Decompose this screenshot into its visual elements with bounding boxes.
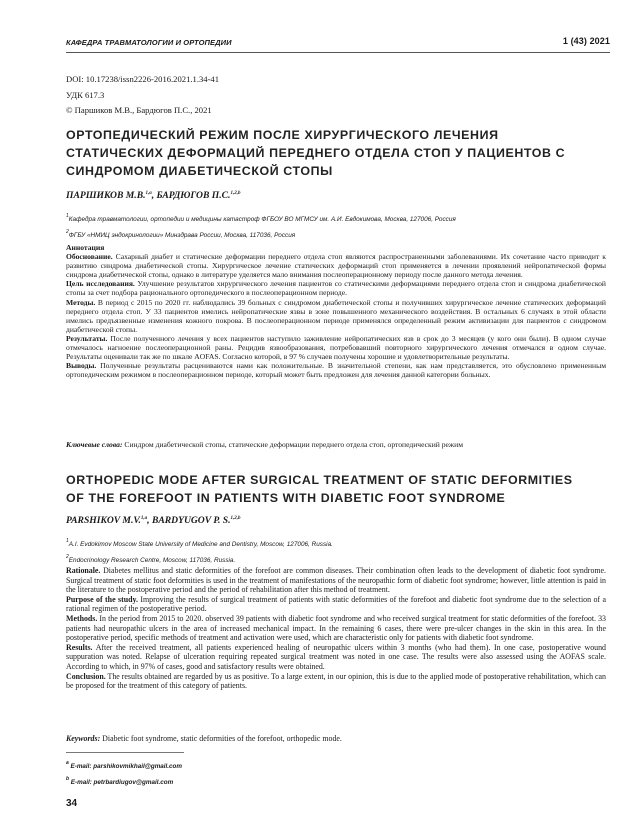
section-text: Improving the results of surgical treatment of patients with static deformities of the forefoot and diabetic foot syndrome due to the selection of a rational regimen of the postoperative period. (66, 594, 606, 614)
section-text: После полученного лечения у всех пациентов наступило заживление нейропатических язв в срок до 3 месяцев (у кого они были). В одном случае отмечалось нагноение послеоперационной раны. Рецидив язвообразования, потребовавший повторного хирургического лечения отмечался в одном случае. Результаты оценивали так же по шкале AOFAS. Согласно которой, в 97 % случаев получены хорошие и удовлетворительные результаты. (66, 333, 606, 362)
article-meta (66, 72, 586, 119)
section-text: Полученные результаты расцениваются нами как положительные. В значительной степени, как нам представляется, это обусловлено примененным ортопедическим режимом в послеоперационном периоде, который может быть предложен для лечения данной категории больных. (66, 361, 606, 380)
affiliation-text: Кафедра травматологии, ортопедии и медицины катастроф ФГБОУ ВО МГМСУ им. А.И. Евдокимова, Москва, 127006, Россия (68, 216, 456, 223)
author-sup: 1,a (145, 191, 152, 196)
abstract-results (66, 334, 606, 361)
doi[interactable]: DOI: 10.17238/issn2226-2016.2021.1.34-41 (66, 74, 220, 84)
footnote-mark: b (66, 776, 70, 782)
section-label: Conclusion. (66, 671, 106, 681)
footnote-b (66, 773, 182, 789)
affiliation-number: 1 (66, 213, 69, 219)
affiliation-text: A.I. Evdokimov Moscow State University of Medicine and Dentistry, Moscow, 127006, Russia. (68, 541, 333, 548)
authors-ru (66, 190, 240, 201)
keywords-ru (66, 440, 606, 450)
affiliation (66, 551, 606, 567)
title-ru: ОРТОПЕДИЧЕСКИЙ РЕЖИМ ПОСЛЕ ХИРУРГИЧЕСКОГО ЛЕЧЕНИЯ СТАТИЧЕСКИХ ДЕФОРМАЦИЙ ПЕРЕДНЕГО ОТДЕЛА СТОП У ПАЦИЕНТОВ С СИНДРОМОМ ДИАБЕТИЧЕСКОЙ СТОПЫ (66, 128, 566, 178)
authors-en (66, 515, 241, 526)
section-text: After the received treatment, all patients experienced healing of neuropathic ulcers within 3 months (who had them). In one case, postoperative wound suppuration was noted. Relapse of ulceration requiring repeated surgical treatment was noted in one case. The results were also assessed using the AOFAS scale. According to which, in 97% of cases, good and satisfactory results were obtained. (66, 642, 606, 671)
author-sup: 1,2,b (230, 191, 241, 196)
section-text: Сахарный диабет и статические деформации переднего отдела стоп являются распространенными заболеваниями. Их сочетание часто приводит к развитию синдрома диабетической стопы. Хирургическое лечение статических деформаций стоп применяется в лечении проявлений нейропатической формы синдрома диабетической стопы, однако в литературе уделяется мало внимания послеоперационному периоду после данного метода лечения. (66, 252, 606, 280)
author-separator: , (147, 515, 152, 526)
affiliations-en (66, 535, 606, 567)
keywords-label: Ключевые слова: (66, 440, 123, 449)
udc: УДК 617.3 (66, 89, 105, 100)
author-name: PARSHIKOV M.V. (66, 515, 141, 526)
abstract-methods (66, 614, 606, 643)
page-number: 34 (66, 798, 78, 809)
email-author-b[interactable]: E-mail: petrbardiugov@gmail.com (69, 779, 174, 786)
section-label: Results. (66, 642, 93, 652)
section-label: Methods. (66, 613, 98, 623)
section-label: Purpose of the study. (66, 594, 138, 604)
author-sup: 1,2,b (230, 516, 241, 521)
footnote-divider (66, 752, 184, 753)
abstract-rationale (66, 252, 606, 279)
affiliation-number: 1 (66, 538, 69, 544)
title-en: ORTHOPEDIC MODE AFTER SURGICAL TREATMENT OF STATIC DEFORMITIES OF THE FOREFOOT IN PATIENTS WITH DIABETIC FOOT SYNDROME (66, 473, 573, 505)
affiliation-number: 2 (66, 554, 69, 560)
footnote-mark: a (66, 760, 69, 766)
affiliation (66, 226, 606, 242)
section-text: В период с 2015 по 2020 гг. наблюдались 39 больных с синдромом диабетической стопы и получивших хирургическое лечение статических деформаций переднего отдела стоп. У 33 пациентов имелись нейропатические язвы в зоне повышенного механического воздействия. В остальных 6 случаях в этой области имелись предъязвенные изменения кожного покрова. В послеоперационном периоде применялся определенный режим активизации для пациентов с синдромом диабетической стопы. (66, 297, 606, 334)
abstract-results (66, 643, 606, 672)
abstract-conclusions (66, 361, 606, 379)
author-separator: , (151, 190, 157, 201)
section-text: Diabetes mellitus and static deformities of the forefoot are common diseases. Their combination often leads to the development of diabetic foot syndrome. Surgical treatment of static foot deformities is used in the treatment of manifestations of the neuropathic form of diabetic foot syndrome; however, little attention is paid in the literature to the postoperative period and the period of rehabilitation after this method of treatment. (66, 566, 606, 595)
keywords-en (66, 734, 606, 744)
keywords-label: Keywords: (66, 734, 101, 743)
section-label: Rationale. (66, 566, 101, 575)
abstract-en (66, 566, 606, 691)
section-label: Цель исследования. (66, 279, 135, 289)
author-name: ПАРШИКОВ М.В. (66, 190, 146, 201)
keywords-text: Diabetic foot syndrome, static deformities of the forefoot, orthopedic mode. (100, 734, 342, 743)
issue-number: 1 (43) 2021 (562, 36, 610, 46)
section-label: Обоснование. (66, 252, 113, 262)
author-sup: 1,a (140, 516, 148, 521)
keywords-text: Синдром диабетической стопы, статические деформации переднего отдела стоп, ортопедический режим (122, 440, 464, 449)
section-label: Выводы. (66, 361, 97, 371)
running-header (66, 36, 610, 50)
footnotes (66, 757, 182, 789)
abstract-purpose (66, 595, 606, 614)
abstract-methods (66, 298, 606, 334)
section-text: The results obtained are regarded by us as positive. To a large extent, in our opinion, this is due to the applied mode of postoperative rehabilitation, which can be proposed for the treatment of this category of patients. (66, 671, 606, 691)
header-divider (66, 52, 610, 53)
affiliation-text: Endocrinology Research Centre, Moscow, 117036, Russia. (68, 557, 236, 564)
section-label: Методы. (66, 297, 96, 307)
footnote-a (66, 757, 182, 773)
abstract-conclusion (66, 672, 606, 691)
section-label: Результаты. (66, 333, 108, 343)
copyright: © Паршиков М.В., Бардюгов П.С., 2021 (66, 105, 212, 115)
affiliation-number: 2 (66, 229, 69, 235)
abstract-purpose (66, 279, 606, 297)
journal-section: КАФЕДРА ТРАВМАТОЛОГИИ И ОРТОПЕДИИ (66, 38, 232, 47)
section-text: Улучшение результатов хирургического лечения пациентов со статическими деформациями переднего отдела стоп и синдрома диабетической стопы за счет подбора рационального ортопедического в послеоперационном периоде. (66, 279, 606, 298)
author-name: BARDYUGOV P. S. (151, 515, 231, 526)
affiliation (66, 535, 606, 551)
affiliation-text: ФГБУ «НМИЦ эндокринологии» Минздрава России, Москва, 117036, Россия (68, 232, 296, 239)
affiliation (66, 210, 606, 226)
abstract-ru (66, 243, 606, 379)
affiliations-ru (66, 210, 606, 242)
author-name: БАРДЮГОВ П.С. (156, 190, 231, 201)
section-text: In the period from 2015 to 2020. observed 39 patients with diabetic foot syndrome and who received surgical treatment for static deformities of the forefoot. 33 patients had neuropathic ulcers in the area of increased mechanical impact. In the remaining 6 cases, there were pre-ulcer changes in the skin in this area. In the postoperative period, specific methods of treatment and activation were used, which are characteristic only for patients with diabetic foot syndrome. (66, 613, 606, 643)
email-author-a[interactable]: E-mail: parshikovmikhail@gmail.com (68, 763, 183, 770)
abstract-rationale (66, 566, 606, 595)
abstract-heading: Аннотация (66, 243, 105, 252)
